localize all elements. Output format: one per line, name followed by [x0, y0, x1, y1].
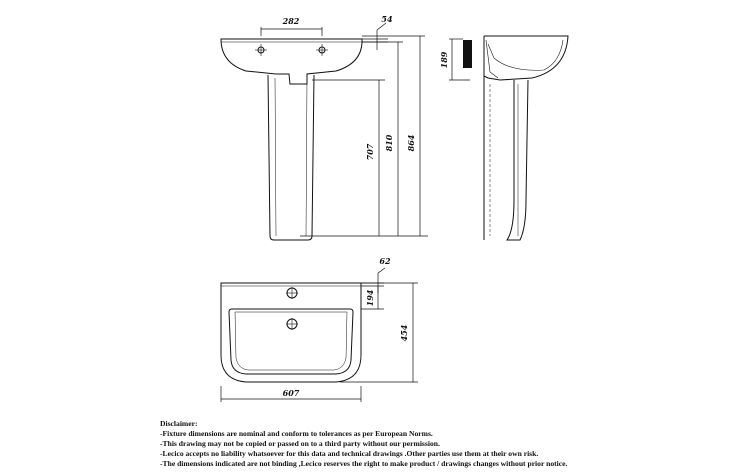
disclaimer-line: -The dimensions indicated are not binding ,Lecico reserves the right to make product / drawings changes without prior notice. — [160, 459, 568, 468]
dim-label-810: 810 — [384, 134, 394, 152]
dimension-labels — [282, 14, 449, 398]
dim-label-62: 62 — [379, 256, 391, 266]
side-pedestal — [507, 80, 528, 240]
side-elevation — [449, 36, 568, 240]
dim-line-810 — [362, 42, 403, 236]
dim-label-607: 607 — [282, 388, 300, 398]
dim-label-189: 189 — [439, 51, 449, 69]
disclaimer — [160, 419, 740, 469]
dim-line-62 — [361, 268, 385, 293]
side-basin-outline — [484, 36, 568, 80]
front-basin-outline — [221, 39, 362, 84]
dim-label-54: 54 — [381, 14, 393, 24]
disclaimer-title: Disclaimer: — [160, 419, 198, 428]
plan-tap-hole — [286, 287, 298, 299]
dim-line-54 — [362, 23, 388, 50]
dim-label-864: 864 — [406, 134, 416, 152]
front-tap-hole-right — [316, 44, 328, 56]
plan-view — [221, 268, 418, 402]
disclaimer-line: -Lecico accepts no liability whatsoever for this data and technical drawings .Other parties use them at their own risk. — [160, 449, 539, 458]
dim-label-707: 707 — [365, 143, 375, 161]
dim-label-194: 194 — [365, 289, 375, 307]
disclaimer-line: -This drawing may not be copied or passed on to a third party without our permission. — [160, 439, 440, 448]
front-elevation — [221, 23, 428, 240]
dim-line-282 — [261, 27, 322, 36]
front-tap-hole-left — [255, 44, 267, 56]
side-tap-block — [463, 40, 472, 68]
plan-waste-hole — [286, 318, 298, 330]
disclaimer-line: -Fixture dimensions are nominal and conform to tolerances as per European Norms. — [160, 429, 433, 438]
dim-label-454: 454 — [399, 324, 409, 342]
dim-label-282: 282 — [282, 16, 300, 26]
